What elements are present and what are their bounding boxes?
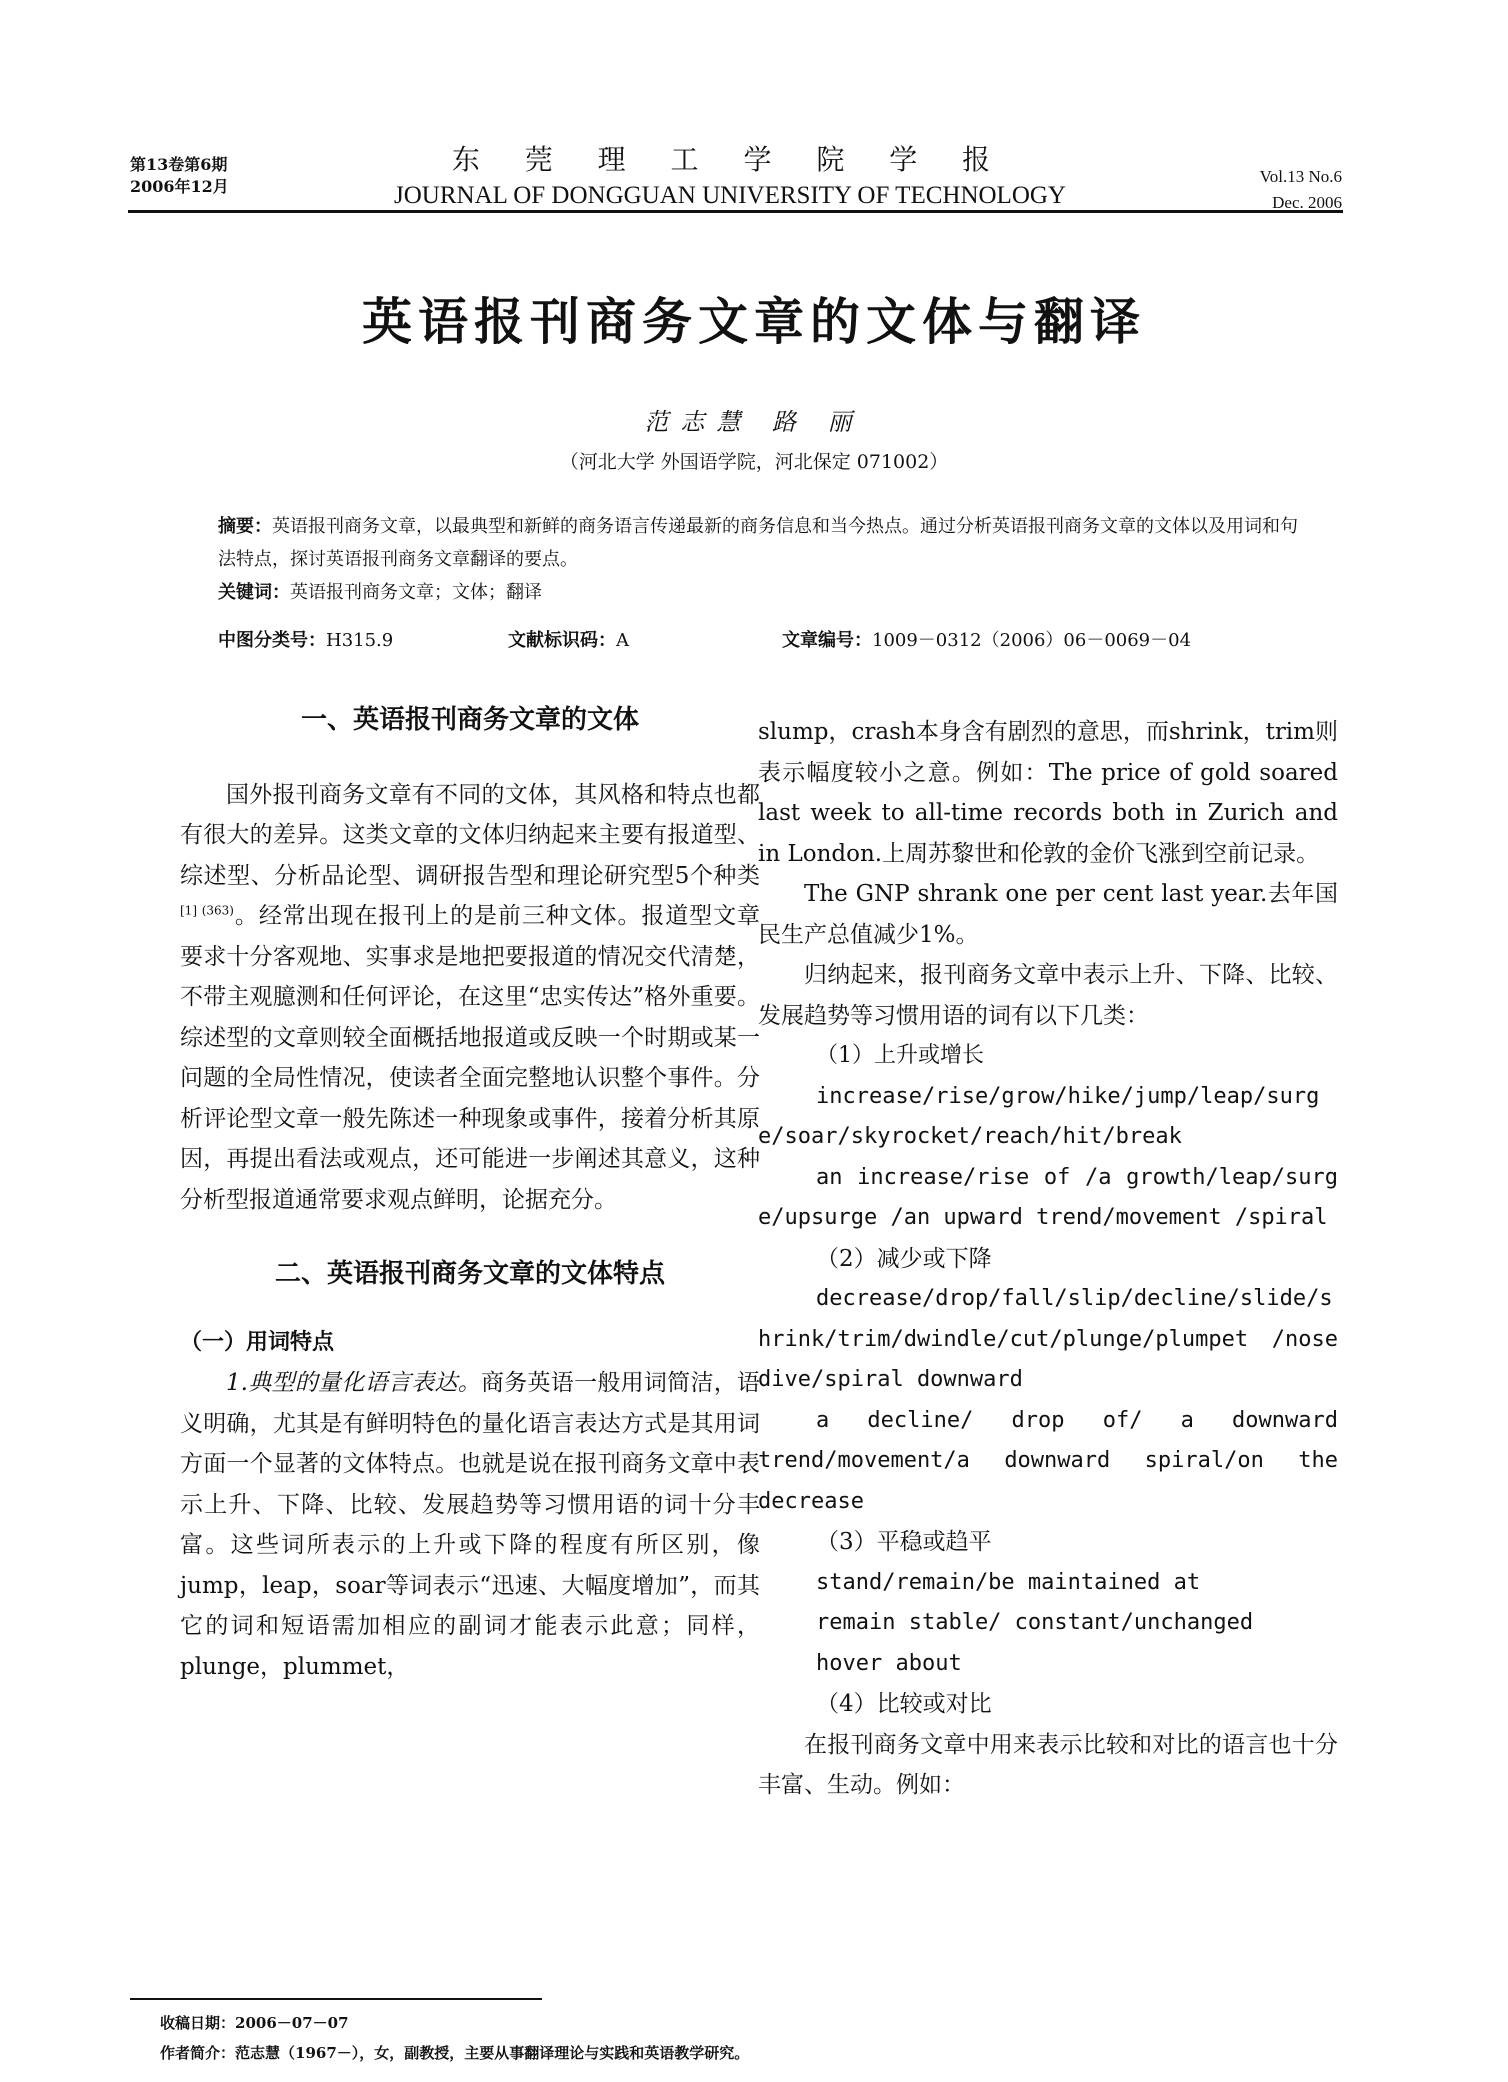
paragraph: 归纳起来，报刊商务文章中表示上升、下降、比较、发展趋势等习惯用语的词有以下几类： (758, 962, 1338, 1029)
word-list: decrease/drop/fall/slip/decline/slide/shrink/trim/dwindle/cut/plunge/plumpet /nosedive/spiral downward (758, 1286, 1338, 1392)
left-column (180, 700, 760, 1687)
received-value: 2006－07－07 (235, 2014, 349, 2032)
right-column (758, 712, 1338, 1806)
keywords-label: 关键词： (218, 582, 290, 603)
category-heading: （1）上升或增长 (816, 1043, 984, 1068)
footnote-rule (130, 1998, 542, 2000)
abstract-block (218, 510, 1298, 609)
paragraph: slump，crash本身含有剧烈的意思，而shrink，trim则表示幅度较小之意。例如：The price of gold soared last week to all-time records both in Zurich and in London.上周苏黎世和伦敦的金价飞涨到空前记录。 (758, 719, 1338, 867)
paragraph (180, 775, 760, 1221)
word-list: an increase/rise of /a growth/leap/surge/upsurge /an upward trend/movement /spiral (758, 1164, 1338, 1230)
issue-info-en (1232, 164, 1342, 216)
word-list: increase/rise/grow/hike/jump/leap/surge/soar/skyrocket/reach/hit/break (758, 1083, 1320, 1149)
affiliation: （河北大学 外国语学院，河北保定 071002） (559, 451, 949, 473)
citation: [1] (363) (180, 903, 234, 918)
authors: 范志慧 路 丽 (644, 408, 864, 436)
paragraph: 在报刊商务文章中用来表示比较和对比的语言也十分丰富、生动。例如： (758, 1731, 1338, 1798)
paragraph-text: 商务英语一般用词简洁，语义明确，尤其是有鲜明特色的量化语言表达方式是其用词方面一个显著的文体特点。也就是说在报刊商务文章中表示上升、下降、比较、发展趋势等习惯用语的词十分丰富。这些词所表示的上升或下降的程度有所区别，像jump，leap，soar等词表示“迅速、大幅度增加”，而其它的词和短语需加相应的副词才能表示此意；同样，plunge，plummet， (180, 1370, 760, 1680)
doc-value: A (616, 630, 629, 651)
keywords (218, 576, 1298, 609)
article-label: 文章编号： (782, 630, 872, 651)
clc-code (218, 626, 393, 652)
received-label: 收稿日期： (160, 2014, 236, 2032)
category-heading: （3）平稳或趋平 (816, 1529, 992, 1555)
issue-info (130, 154, 229, 198)
author-bio (160, 2042, 749, 2063)
clc-label: 中图分类号： (218, 630, 326, 651)
paragraph-text: 。经常出现在报刊上的是前三种文体。报道型文章要求十分客观地、实事求是地把要报道的情况交代清楚，不带主观臆测和任何评论，在这里“忠实传达”格外重要。综述型的文章则较全面概括地报道或反映一个时期或某一问题的全局性情况，使读者全面完整地认识整个事件。分析评论型文章一般先陈述一种现象或事件，接着分析其原因，再提出看法或观点，还可能进一步阐述其意义，这种分析型报道通常要求观点鲜明，论据充分。 (180, 903, 760, 1213)
document-code (508, 626, 629, 652)
received-date (160, 2012, 349, 2033)
word-list: stand/remain/be maintained at (816, 1569, 1201, 1595)
paragraph-text: 国外报刊商务文章有不同的文体，其风格和特点也都有很大的差异。这类文章的文体归纳起来主要有报道型、综述型、分析品论型、调研报告型和理论研究型5个种类 (180, 781, 760, 889)
subsection-heading: （一）用词特点 (180, 1329, 335, 1355)
journal-name-en: JOURNAL OF DONGGUAN UNIVERSITY OF TECHNOLOGY (394, 182, 1066, 209)
date-cn: 2006年12月 (130, 177, 229, 196)
abstract (218, 510, 1298, 576)
bio-label: 作者简介： (160, 2044, 236, 2062)
page-title: 英语报刊商务文章的文体与翻译 (362, 293, 1146, 351)
paragraph: The GNP shrank one per cent last year.去年国民生产总值减少1%。 (758, 881, 1338, 948)
abstract-text: 英语报刊商务文章，以最典型和新鲜的商务语言传递最新的商务信息和当今热点。通过分析英语报刊商务文章的文体以及用词和句法特点，探讨英语报刊商务文章翻译的要点。 (218, 516, 1298, 570)
article-value: 1009－0312（2006）06－0069－04 (872, 630, 1192, 651)
volume-en: Vol.13 No.6 (1259, 167, 1342, 186)
section-heading-2: 二、英语报刊商务文章的文体特点 (274, 1259, 665, 1289)
header-rule (128, 210, 1343, 213)
date-en: Dec. 2006 (1272, 193, 1342, 212)
category-heading: （2）减少或下降 (816, 1245, 992, 1272)
paragraph (180, 1363, 760, 1687)
bio-text: 范志慧（1967－），女，副教授，主要从事翻译理论与实践和英语教学研究。 (235, 2044, 750, 2062)
word-list: hover about (816, 1650, 962, 1676)
category-heading: （4）比较或对比 (816, 1691, 992, 1717)
keywords-text: 英语报刊商务文章；文体；翻译 (290, 582, 542, 603)
journal-name (370, 138, 1090, 210)
volume-cn: 第13卷第6期 (130, 155, 228, 174)
clc-value: H315.9 (326, 630, 394, 651)
article-number (782, 626, 1191, 652)
abstract-label: 摘要： (218, 516, 272, 537)
journal-name-cn: 东 莞 理 工 学 院 学 报 (451, 143, 1009, 176)
section-heading-1: 一、英语报刊商务文章的文体 (300, 705, 639, 735)
paragraph-lead: 1.典型的量化语言表达。 (226, 1370, 481, 1396)
word-list: remain stable/ constant/unchanged (816, 1610, 1254, 1635)
doc-label: 文献标识码： (508, 630, 616, 651)
word-list: a decline/ drop of/ a downward trend/movement/a downward spiral/on the decrease (758, 1407, 1338, 1514)
